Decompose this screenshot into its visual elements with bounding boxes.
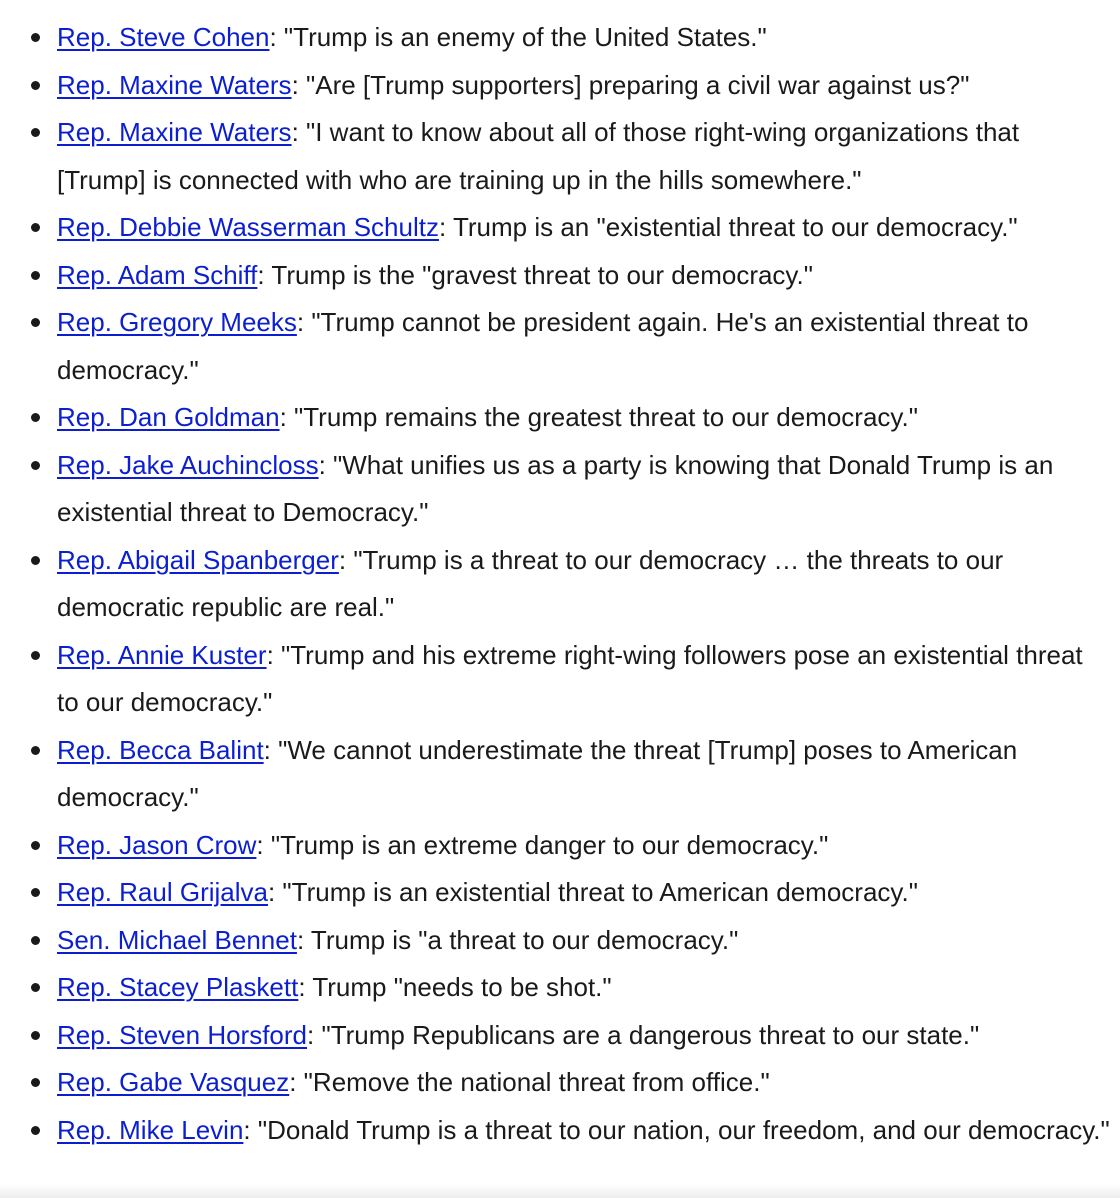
speaker-link[interactable]: Rep. Maxine Waters [57, 117, 292, 147]
quote-text: : Trump is "a threat to our democracy." [296, 924, 739, 955]
speaker-link[interactable]: Rep. Dan Goldman [57, 402, 280, 432]
bottom-fade [0, 1184, 1120, 1198]
list-item [0, 252, 1120, 300]
speaker-link[interactable]: Rep. Maxine Waters [57, 69, 292, 100]
bullet-icon [31, 81, 40, 90]
list-item [0, 1012, 1120, 1060]
speaker-link[interactable]: Rep. Jason Crow [57, 829, 257, 860]
bullet-icon [31, 841, 40, 850]
list-item [0, 964, 1120, 1012]
list-item [0, 442, 1120, 537]
quote-text: : "Trump cannot be president again. He's an existential threat to democracy." [57, 307, 1029, 385]
quote-text: : "Trump is an extreme danger to our democracy." [256, 829, 829, 860]
list-item [0, 204, 1120, 252]
speaker-link[interactable]: Rep. Mike Levin [57, 1114, 244, 1145]
quote-text: : Trump is an "existential threat to our democracy." [438, 212, 1018, 242]
list-item [0, 394, 1120, 442]
speaker-link[interactable]: Rep. Steve Cohen [57, 22, 270, 52]
bullet-icon [31, 556, 40, 565]
list-item [0, 1059, 1120, 1107]
quote-text: : "Remove the national threat from office." [289, 1067, 770, 1097]
quote-text: : "Are [Trump supporters] preparing a civil war against us?" [291, 69, 970, 100]
speaker-link[interactable]: Rep. Jake Auchincloss [57, 449, 319, 480]
list-item [0, 632, 1120, 727]
bullet-icon [31, 936, 40, 945]
list-item [0, 537, 1120, 632]
list-item [0, 299, 1120, 394]
quote-text-continued: existential threat to Democracy." [57, 497, 429, 527]
bullet-icon [31, 318, 40, 327]
list-item [0, 869, 1120, 917]
bullet-icon [31, 1078, 40, 1087]
bullet-icon [31, 983, 40, 992]
quote-text: : "Trump Republicans are a dangerous threat to our state." [307, 1019, 980, 1050]
speaker-link[interactable]: Rep. Debbie Wasserman Schultz [57, 212, 439, 242]
quote-text: : "Donald Trump is a threat to our nation, our freedom, and our democracy." [243, 1114, 1110, 1145]
bullet-icon [31, 223, 40, 232]
quote-text: : "What unifies us as a party is knowing that Donald Trump is an [318, 449, 1054, 480]
list-item [0, 822, 1120, 870]
bullet-icon [31, 413, 40, 422]
speaker-link[interactable]: Rep. Raul Grijalva [57, 877, 268, 907]
quote-text: : Trump "needs to be shot." [298, 972, 612, 1002]
quote-line-1 [57, 450, 1053, 480]
bullet-icon [31, 128, 40, 137]
bullet-icon [31, 651, 40, 660]
speaker-link[interactable]: Rep. Gregory Meeks [57, 307, 297, 337]
quote-text: : Trump is the "gravest threat to our democracy." [257, 259, 813, 290]
quote-text: : "I want to know about all of those right-wing organizations that [Trump] is connected with who are training up in the hills somewhere." [57, 117, 1020, 195]
speaker-link[interactable]: Rep. Annie Kuster [57, 639, 267, 670]
list-item [0, 14, 1120, 62]
bullet-icon [31, 888, 40, 897]
quote-text: : "Trump and his extreme right-wing followers pose an existential threat to our democracy." [57, 639, 1083, 717]
bullet-icon [31, 1031, 40, 1040]
bullet-icon [31, 1126, 40, 1135]
quote-text: : "Trump remains the greatest threat to our democracy." [279, 402, 918, 432]
speaker-link[interactable]: Rep. Abigail Spanberger [57, 544, 339, 575]
bullet-icon [31, 271, 40, 280]
quote-text: : "We cannot underestimate the threat [Trump] poses to American democracy." [57, 734, 1018, 812]
list-item [0, 1107, 1120, 1155]
speaker-link[interactable]: Rep. Stacey Plaskett [57, 972, 299, 1002]
bullet-icon [31, 461, 40, 470]
speaker-link[interactable]: Rep. Gabe Vasquez [57, 1067, 290, 1097]
list-item [0, 727, 1120, 822]
list-item [0, 917, 1120, 965]
speaker-link[interactable]: Rep. Becca Balint [57, 734, 264, 765]
quote-text: : "Trump is an enemy of the United States." [269, 22, 767, 52]
bullet-icon [31, 746, 40, 755]
speaker-link[interactable]: Rep. Adam Schiff [57, 259, 258, 290]
list-item [0, 109, 1120, 204]
speaker-link[interactable]: Rep. Steven Horsford [57, 1019, 308, 1050]
list-item [0, 62, 1120, 110]
quote-text: : "Trump is an existential threat to American democracy." [267, 877, 918, 907]
quote-text: : "Trump is a threat to our democracy … the threats to our democratic republic are real." [57, 544, 1004, 622]
speaker-link[interactable]: Sen. Michael Bennet [57, 924, 297, 955]
bullet-icon [31, 33, 40, 42]
